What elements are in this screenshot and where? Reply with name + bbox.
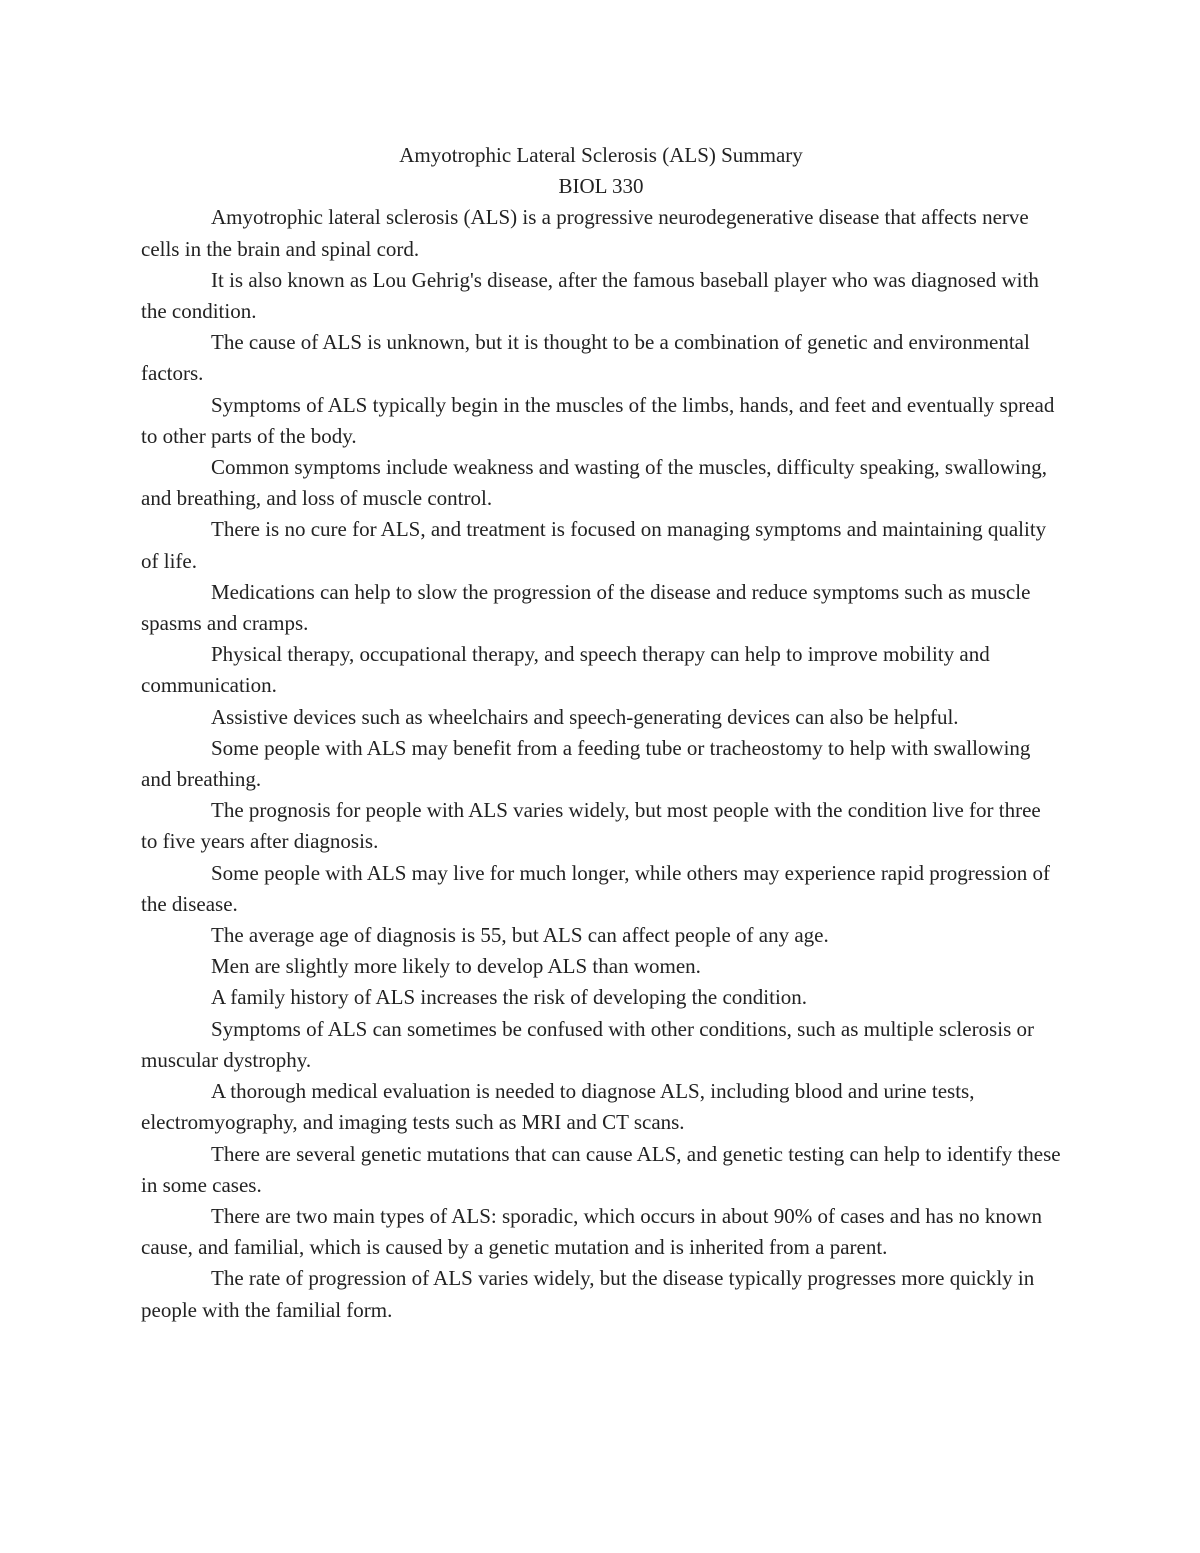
document-title: Amyotrophic Lateral Sclerosis (ALS) Summary <box>399 143 803 167</box>
paragraph: The rate of progression of ALS varies widely, but the disease typically progresses more quickly in people with the familial form. <box>141 1266 1035 1322</box>
paragraph: Some people with ALS may benefit from a feeding tube or tracheostomy to help with swallowing and breathing. <box>141 735 1031 792</box>
paragraph: There are two main types of ALS: sporadic, which occurs in about 90% of cases and has no known cause, and familial, which is caused by a genetic mutation and is inherited from a parent. <box>141 1203 1043 1260</box>
course-code: BIOL 330 <box>558 174 644 199</box>
paragraph: The average age of diagnosis is 55, but ALS can affect people of any age. <box>211 923 829 948</box>
paragraph: Some people with ALS may live for much longer, while others may experience rapid progression of the disease. <box>141 860 1050 916</box>
paragraph: There is no cure for ALS, and treatment is focused on managing symptoms and maintaining quality of life. <box>141 517 1047 573</box>
paragraph: It is also known as Lou Gehrig's disease, after the famous baseball player who was diagnosed with the condition. <box>141 267 1039 324</box>
paragraph: Men are slightly more likely to develop ALS than women. <box>211 954 701 979</box>
document-body <box>141 140 1061 1326</box>
paragraph: Assistive devices such as wheelchairs and speech-generating devices can also be helpful. <box>211 704 959 729</box>
paragraph: There are several genetic mutations that can cause ALS, and genetic testing can help to identify these in some cases. <box>141 1141 1061 1197</box>
paragraph: Amyotrophic lateral sclerosis (ALS) is a progressive neurodegenerative disease that affects nerve cells in the brain and spinal cord. <box>141 205 1029 261</box>
paragraph: Common symptoms include weakness and wasting of the muscles, difficulty speaking, swallowing, and breathing, and loss of muscle control. <box>141 455 1048 511</box>
paragraph: Medications can help to slow the progression of the disease and reduce symptoms such as muscle spasms and cramps. <box>141 579 1031 636</box>
paragraph: The prognosis for people with ALS varies widely, but most people with the condition live for three to five years after diagnosis. <box>141 798 1041 854</box>
paragraph: A family history of ALS increases the risk of developing the condition. <box>211 985 808 1010</box>
paragraph: The cause of ALS is unknown, but it is thought to be a combination of genetic and environmental factors. <box>141 330 1030 386</box>
paragraph: Symptoms of ALS typically begin in the muscles of the limbs, hands, and feet and eventually spread to other parts of the body. <box>141 392 1055 448</box>
paragraph: Symptoms of ALS can sometimes be confused with other conditions, such as multiple sclerosis or muscular dystrophy. <box>141 1016 1034 1072</box>
paragraph: Physical therapy, occupational therapy, and speech therapy can help to improve mobility and communication. <box>141 642 990 698</box>
paragraph: A thorough medical evaluation is needed to diagnose ALS, including blood and urine tests, electromyography, and imaging tests such as MRI and CT scans. <box>141 1079 975 1135</box>
